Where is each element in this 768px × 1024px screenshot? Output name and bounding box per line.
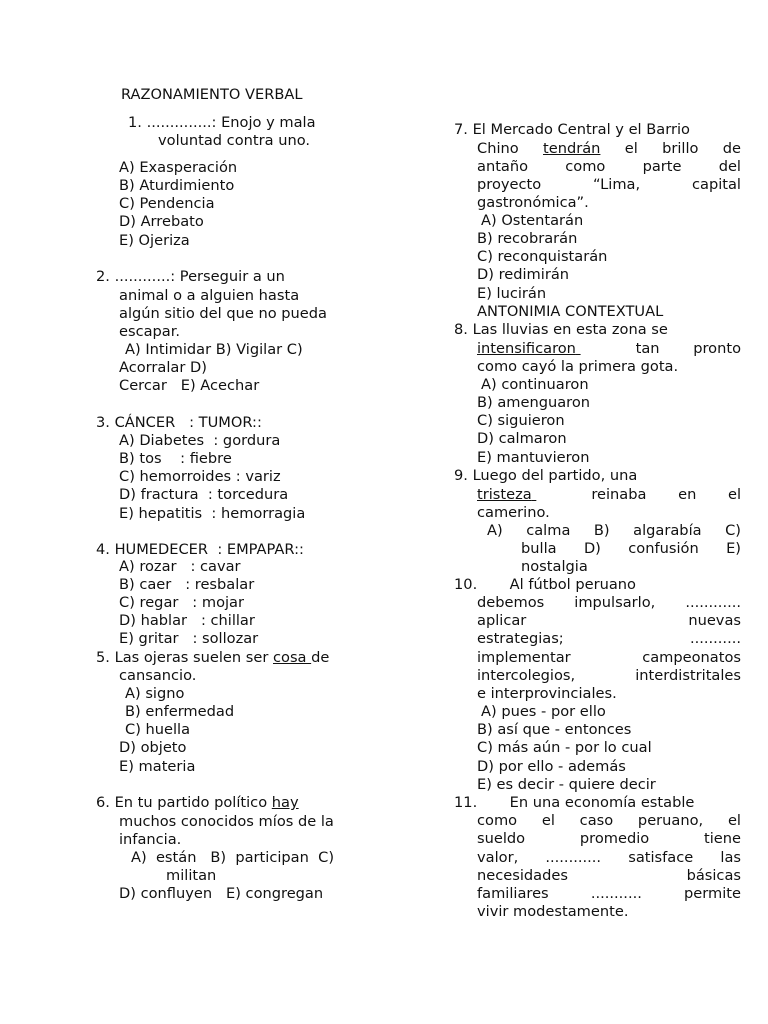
q7-option-b: B) recobrarán	[477, 230, 578, 247]
q1-line-1: 1. ..............: Enojo y mala	[128, 114, 316, 131]
q10-line-1	[454, 576, 741, 594]
q9-underlined-word: tristeza	[477, 486, 532, 503]
q6-line-1	[96, 794, 299, 812]
q8-line-2	[477, 340, 741, 358]
q3-option-e: E) hepatitis : hemorragia	[119, 505, 306, 522]
q5-option-c: C) huella	[125, 721, 191, 738]
q9-text-b: reinaba en el	[591, 486, 742, 503]
q7-line-3: antaño como parte del	[477, 158, 741, 175]
q1-line-2: voluntad contra uno.	[158, 132, 311, 149]
q11-line-5: necesidades básicas	[477, 867, 741, 884]
q2-line-7: Cercar E) Acechar	[119, 377, 260, 394]
q5-underlined-word: cosa	[273, 649, 312, 666]
q4-option-b: B) caer : resbalar	[119, 576, 255, 593]
q10-line-7: e interprovinciales.	[477, 685, 617, 702]
q8-line-3: como cayó la primera gota.	[477, 358, 679, 375]
q2-line-1: 2. ............: Perseguir a un	[96, 268, 285, 285]
q9-line-1: 9. Luego del partido, una	[454, 467, 638, 484]
q8-underlined-word: intensificaron	[477, 340, 576, 357]
q4-option-c: C) regar : mojar	[119, 594, 245, 611]
q10-option-b: B) así que - entonces	[477, 721, 632, 738]
q8-text-b: tan pronto	[635, 340, 741, 357]
q6-line-2: muchos conocidos míos de la	[119, 813, 334, 830]
q3-option-c: C) hemorroides : variz	[119, 468, 281, 485]
q10-line-5: implementar campeonatos	[477, 649, 741, 666]
q5-line-1	[96, 649, 329, 667]
q6-text-a: 6. En tu partido político	[96, 794, 272, 811]
q7-line-2	[477, 140, 741, 158]
q1-option-b: B) Aturdimiento	[119, 177, 235, 194]
q10-text: 10. Al fútbol peruano	[454, 576, 636, 593]
q7-option-c: C) reconquistarán	[477, 248, 608, 265]
q10-option-a: A) pues - por ello	[481, 703, 606, 720]
q9-line-5: bulla D) confusión E)	[521, 540, 741, 557]
q5-option-b: B) enfermedad	[125, 703, 235, 720]
q7-option-a: A) Ostentarán	[481, 212, 584, 229]
q11-line-1: 11. En una economía estable	[454, 794, 695, 811]
q3-head: 3. CÁNCER : TUMOR::	[96, 414, 262, 431]
q2-line-5: A) Intimidar B) Vigilar C)	[125, 341, 303, 358]
q5-option-e: E) materia	[119, 758, 196, 775]
q5-option-d: D) objeto	[119, 739, 187, 756]
q4-option-d: D) hablar : chillar	[119, 612, 255, 629]
q4-head: 4. HUMEDECER : EMPAPAR::	[96, 541, 304, 558]
q11-line-4: valor, ............ satisface las	[477, 849, 741, 866]
document-title: RAZONAMIENTO VERBAL	[121, 86, 303, 103]
q5-text-a: 5. Las ojeras suelen ser	[96, 649, 273, 666]
q8-option-e: E) mantuvieron	[477, 449, 590, 466]
q10-line-6: intercolegios, interdistritales	[477, 667, 741, 684]
q1-option-c: C) Pendencia	[119, 195, 215, 212]
q10-line-3: aplicar nuevas	[477, 612, 741, 629]
q1-option-a: A) Exasperación	[119, 159, 238, 176]
q6-line-3: infancia.	[119, 831, 182, 848]
q6-line-5: militan	[166, 867, 217, 884]
q11-line-6: familiares ........... permite	[477, 885, 741, 902]
q8-line-1: 8. Las lluvias en esta zona se	[454, 321, 668, 338]
q11-line-2: como el caso peruano, el	[477, 812, 741, 829]
q8-option-b: B) amenguaron	[477, 394, 591, 411]
q7-line-4: proyecto “Lima, capital	[477, 176, 741, 193]
q7-option-d: D) redimirán	[477, 266, 570, 283]
q7-option-e: E) lucirán	[477, 285, 547, 302]
q4-option-e: E) gritar : sollozar	[119, 630, 259, 647]
q2-line-4: escapar.	[119, 323, 181, 340]
q2-line-2: animal o a alguien hasta	[119, 287, 300, 304]
q7-text-b: el brillo de	[624, 140, 742, 157]
section-heading: ANTONIMIA CONTEXTUAL	[477, 303, 664, 320]
q2-line-6: Acorralar D)	[119, 359, 207, 376]
q8-option-d: D) calmaron	[477, 430, 567, 447]
q10-line-2: debemos impulsarlo, ............	[477, 594, 741, 611]
q5-option-a: A) signo	[125, 685, 185, 702]
q11-line-3: sueldo promedio tiene	[477, 830, 741, 847]
q10-option-d: D) por ello - además	[477, 758, 626, 775]
q9-line-2	[477, 486, 741, 504]
q11-line-7: vivir modestamente.	[477, 903, 629, 920]
q8-option-a: A) continuaron	[481, 376, 589, 393]
q6-underlined-word: hay	[271, 794, 299, 811]
q10-option-e: E) es decir - quiere decir	[477, 776, 656, 793]
q3-option-b: B) tos : fiebre	[119, 450, 232, 467]
q1-option-e: E) Ojeriza	[119, 232, 190, 249]
q10-option-c: C) más aún - por lo cual	[477, 739, 652, 756]
q6-line-4: A) están B) participan C)	[131, 849, 335, 866]
q5-text-b: de	[311, 649, 330, 666]
q1-option-d: D) Arrebato	[119, 213, 204, 230]
q7-line-5: gastronómica”.	[477, 194, 589, 211]
q7-underlined-word: tendrán	[543, 140, 601, 157]
q7-line-1: 7. El Mercado Central y el Barrio	[454, 121, 690, 138]
q9-line-6: nostalgia	[521, 558, 588, 575]
q4-option-a: A) rozar : cavar	[119, 558, 241, 575]
q3-option-d: D) fractura : torcedura	[119, 486, 289, 503]
q7-text-a: Chino	[477, 140, 519, 157]
q8-option-c: C) siguieron	[477, 412, 565, 429]
q10-line-4: estrategias; ...........	[477, 630, 741, 647]
q5-line-2: cansancio.	[119, 667, 197, 684]
q3-option-a: A) Diabetes : gordura	[119, 432, 281, 449]
q9-line-3: camerino.	[477, 504, 550, 521]
q6-line-6: D) confluyen E) congregan	[119, 885, 324, 902]
q2-line-3: algún sitio del que no pueda	[119, 305, 327, 322]
q9-line-4: A) calma B) algarabía C)	[487, 522, 741, 539]
